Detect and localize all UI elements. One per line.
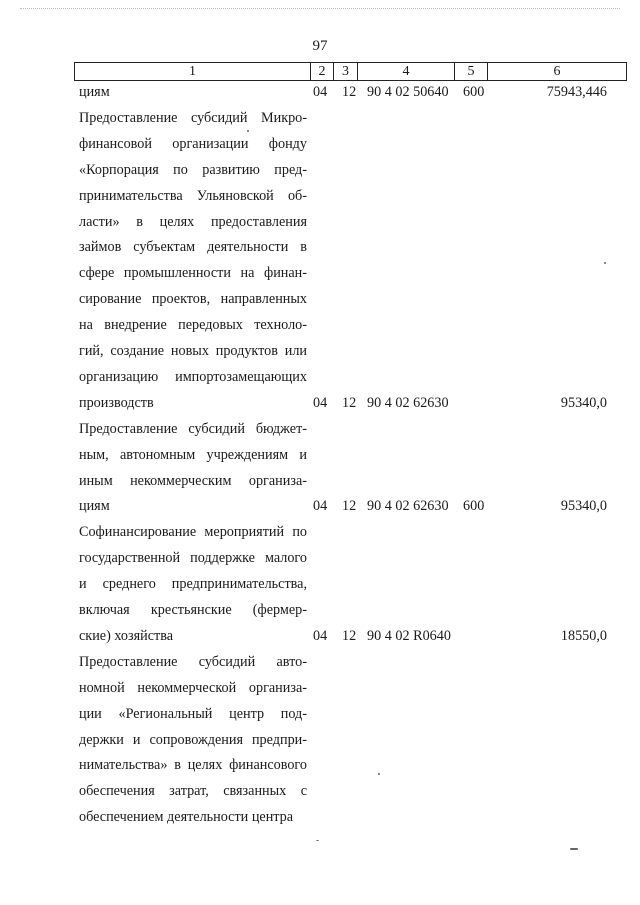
description-line: сфере промышленности на финан- — [79, 265, 307, 282]
description-line: обеспечения затрат, связанных с — [79, 783, 307, 800]
column-header-1: 1 — [75, 63, 311, 81]
description-line: на внедрение передовых техноло- — [79, 317, 307, 334]
cell-col5: 600 — [463, 84, 485, 100]
row-description — [79, 106, 307, 417]
description-line: включая крестьянские (фермер- — [79, 602, 307, 619]
description-line: нимательства» в целях финансового — [79, 757, 307, 774]
cell-col6: 18550,0 — [560, 627, 607, 644]
column-header-3: 3 — [334, 63, 358, 81]
scan-speck — [316, 840, 319, 841]
description-line: Софинансирование мероприятий по — [79, 524, 307, 541]
description-line: номной некоммерческой организа- — [79, 679, 307, 696]
scan-artifact-line — [20, 8, 620, 10]
description-line: Предоставление субсидий авто- — [79, 653, 307, 670]
column-header-6: 6 — [488, 63, 627, 81]
column-header-row — [75, 63, 627, 81]
column-header-5: 5 — [455, 63, 488, 81]
cell-col3: 12 — [342, 84, 357, 100]
description-line: ласти» в целях предоставления — [79, 213, 307, 230]
cell-col5: 600 — [463, 498, 485, 515]
description-line: Предоставление субсидий Микро- — [79, 109, 307, 126]
row-description — [79, 417, 307, 521]
description-line: ские) хозяйства — [79, 627, 174, 644]
description-line: обеспечением деятельности центра — [79, 809, 294, 826]
description-line: производств — [79, 394, 154, 411]
scan-speck — [247, 130, 249, 132]
cell-col6: 95340,0 — [560, 394, 607, 411]
description-line: иным некоммерческим организа- — [79, 472, 307, 489]
row-description — [79, 520, 307, 650]
cell-col3: 12 — [342, 498, 357, 515]
description-line: держки и сопровождения предпри- — [79, 731, 307, 748]
description-line: финансовой организации фонду — [79, 135, 307, 152]
description-line: государственной поддержке малого — [79, 550, 307, 567]
cell-col2: 04 — [313, 394, 328, 411]
column-header-table — [74, 62, 627, 81]
page-number: 97 — [312, 38, 328, 54]
description-line: сирование проектов, направленных — [79, 291, 307, 308]
cell-col3: 12 — [342, 627, 357, 644]
scan-speck — [604, 262, 606, 264]
cell-col3: 12 — [342, 394, 357, 411]
description-line: циям — [79, 498, 110, 515]
description-line: займов субъектам деятельности в — [79, 239, 307, 256]
description-line: ции «Региональный центр под- — [79, 705, 307, 722]
description-line: гий, создание новых продуктов или — [79, 343, 307, 360]
description-line: организацию импортозамещающих — [79, 368, 307, 385]
cell-col4: 90 4 02 50640 — [367, 84, 449, 100]
description-line: Предоставление субсидий бюджет- — [79, 420, 307, 437]
description-line: и среднего предпринимательства, — [79, 576, 307, 593]
row-description — [79, 80, 307, 106]
scan-speck — [570, 848, 578, 850]
row-description — [79, 650, 307, 831]
description-line: принимательства Ульяновской об- — [79, 187, 307, 204]
cell-col2: 04 — [313, 498, 328, 515]
scan-speck — [378, 773, 380, 775]
cell-col6: 75943,446 — [546, 84, 607, 100]
cell-col2: 04 — [313, 84, 328, 100]
cell-col4: 90 4 02 62630 — [367, 498, 449, 515]
column-header-4: 4 — [358, 63, 455, 81]
cell-col4: 90 4 02 R0640 — [367, 627, 451, 644]
cell-col2: 04 — [313, 627, 328, 644]
description-line: циям — [79, 84, 110, 100]
cell-col4: 90 4 02 62630 — [367, 394, 449, 411]
cell-col6: 95340,0 — [560, 498, 607, 515]
description-line: «Корпорация по развитию пред- — [79, 161, 307, 178]
description-line: ным, автономным учреждениям и — [79, 446, 307, 463]
column-header-2: 2 — [311, 63, 334, 81]
